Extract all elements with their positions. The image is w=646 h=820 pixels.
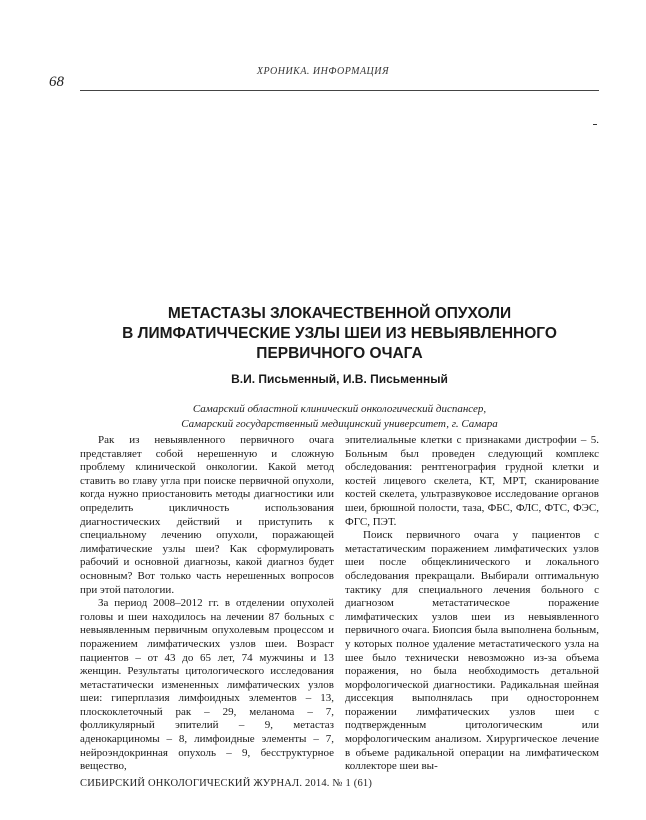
title-line: ПЕРВИЧНОГО ОЧАГА — [256, 345, 423, 362]
body-column-right — [345, 434, 599, 774]
page-number: 68 — [49, 74, 64, 90]
body-column-left — [80, 434, 334, 774]
article-title — [80, 304, 599, 364]
affiliations — [80, 402, 599, 432]
running-head: ХРОНИКА. ИНФОРМАЦИЯ — [256, 66, 390, 77]
paragraph: Поиск первичного очага у пациентов с метастатическим поражением лимфатических узлов шеи после общеклинического и локального обследования прекращали. Выбирали оптимальную тактику для специального лечения больного с диагнозом метастатическое поражение лимфатических узлов шеи из невыявленного первичного очага. Биопсия была выполнена больным, у которых полное удаление метастатического узла на шее было технически невозможно из-за объема поражения, но была необходимость детальной морфологической диагностики. Радикальная шейная диссекция выполнялась при одностороннем поражении лимфатических узлов шеи с подтвержденным цитологическим или морфологическим анализом. Хирургическое лечение в объеме радикальной операции на лимфатическом коллекторе шеи вы- — [345, 529, 599, 773]
title-line: В ЛИМФАТИЧЧЕСКИЕ УЗЛЫ ШЕИ ИЗ НЕВЫЯВЛЕННОГО — [122, 325, 557, 342]
journal-footer: СИБИРСКИЙ ОНКОЛОГИЧЕСКИЙ ЖУРНАЛ. 2014. № 1 (61) — [80, 778, 373, 789]
stray-mark — [593, 124, 597, 125]
paragraph: эпителиальные клетки с признаками дистрофии – 5. Больным был проведен следующий комплекс обследования: рентгенография грудной клетки и костей лицевого скелета, КТ, МРТ, сканирование костей скелета, ультразвуковое исследование органов шеи, брюшной полости, таза, ФБС, ФЛС, ФТС, ФЭС, ФГС, ПЭТ. — [345, 434, 599, 528]
affiliation-line: Самарский областной клинический онкологический диспансер, — [192, 403, 487, 415]
paragraph: За период 2008–2012 гг. в отделении опухолей головы и шеи находилось на лечении 87 больных с невыявленным первичным опухолевым процессом и поражением лимфатических узлов шеи. Возраст пациентов – от 43 до 65 лет, 74 мужчины и 13 женщин. Результаты цитологического исследования метастатически измененных лимфатических узлов шеи: гиперплазия лимфоидных элементов – 13, плоскоклеточный рак – 29, меланома – 7, фолликулярный эпителий – 9, метастаз аденокарциномы – 8, лимфоидные элементы – 7, нейроэндокринная опухоль – 9, бесструктурное вещество, — [80, 597, 334, 773]
title-line: МЕТАСТАЗЫ ЗЛОКАЧЕСТВЕННОЙ ОПУХОЛИ — [167, 305, 512, 322]
authors: В.И. Письменный, И.В. Письменный — [231, 372, 448, 386]
affiliation-line: Самарский государственный медицинский университет, г. Самара — [181, 418, 498, 430]
header-rule — [80, 90, 599, 91]
paragraph: Рак из невыявленного первичного очага представляет собой нерешенную и сложную проблему клинической онкологии. Какой метод ставить во главу угла при поиске первичной опухоли, когда нужно приостановить методы диагностики или определить цикличность использования диагностических действий и приступить к специальному лечению опухоли, поражающей лимфатические узлы шеи? Как сформулировать рабочий и основной диагнозы, какой диагноз будет основным? Вот только часть нерешенных вопросов при этой патологии. — [80, 434, 334, 596]
